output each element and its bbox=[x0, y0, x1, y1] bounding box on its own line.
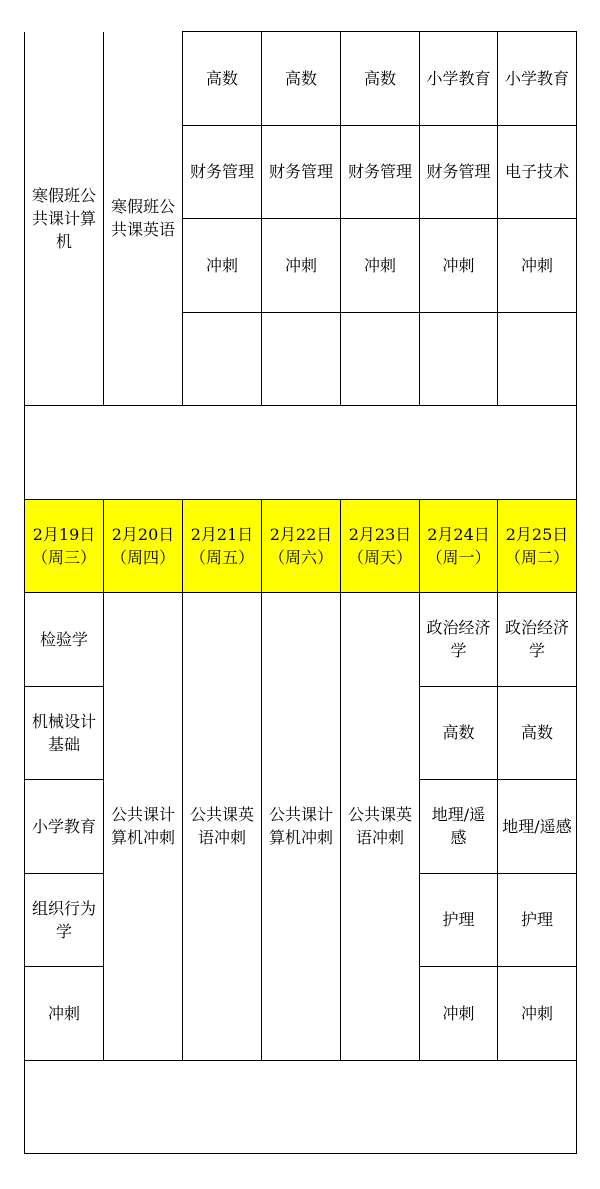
course-cell: 公共课计算机冲刺 bbox=[104, 593, 183, 1061]
course-cell: 小学教育 bbox=[25, 780, 104, 874]
course-cell: 小学教育 bbox=[498, 32, 577, 126]
course-cell: 组织行为学 bbox=[25, 873, 104, 967]
course-cell: 地理/遥感 bbox=[498, 780, 577, 874]
course-cell: 公共课计算机冲刺 bbox=[262, 593, 341, 1061]
course-cell: 冲刺 bbox=[498, 967, 577, 1061]
course-cell: 护理 bbox=[498, 873, 577, 967]
course-cell bbox=[420, 312, 498, 406]
date-cell: 2月21日（周五） bbox=[183, 499, 262, 593]
course-cell: 冲刺 bbox=[420, 967, 498, 1061]
course-cell: 高数 bbox=[498, 686, 577, 780]
course-cell: 机械设计基础 bbox=[25, 686, 104, 780]
course-cell: 护理 bbox=[420, 873, 498, 967]
date-cell: 2月24日（周一） bbox=[420, 499, 498, 593]
course-cell: 电子技术 bbox=[498, 125, 577, 219]
course-cell: 寒假班公共课英语 bbox=[104, 32, 183, 406]
date-cell: 2月20日（周四） bbox=[104, 499, 183, 593]
blank-cell bbox=[25, 1060, 577, 1154]
course-cell: 财务管理 bbox=[183, 125, 262, 219]
course-cell: 冲刺 bbox=[420, 219, 498, 313]
date-cell: 2月22日（周六） bbox=[262, 499, 341, 593]
schedule-table bbox=[24, 31, 577, 1154]
course-cell bbox=[498, 312, 577, 406]
course-cell: 冲刺 bbox=[25, 967, 104, 1061]
course-cell: 检验学 bbox=[25, 593, 104, 687]
date-cell: 2月19日（周三） bbox=[25, 499, 104, 593]
blank-row bbox=[25, 1060, 577, 1154]
course-cell: 政治经济学 bbox=[420, 593, 498, 687]
course-cell: 高数 bbox=[341, 32, 420, 126]
course-cell: 地理/遥感 bbox=[420, 780, 498, 874]
course-cell: 公共课英语冲刺 bbox=[341, 593, 420, 1061]
date-row bbox=[25, 499, 577, 593]
course-cell: 寒假班公共课计算机 bbox=[25, 32, 104, 406]
course-cell: 高数 bbox=[420, 686, 498, 780]
course-cell: 冲刺 bbox=[341, 219, 420, 313]
blank-row bbox=[25, 406, 577, 500]
course-cell: 冲刺 bbox=[262, 219, 341, 313]
table-row bbox=[25, 593, 577, 687]
course-cell: 公共课英语冲刺 bbox=[183, 593, 262, 1061]
course-cell: 冲刺 bbox=[498, 219, 577, 313]
course-cell: 高数 bbox=[183, 32, 262, 126]
date-cell: 2月25日（周二） bbox=[498, 499, 577, 593]
course-cell: 财务管理 bbox=[341, 125, 420, 219]
course-cell: 财务管理 bbox=[420, 125, 498, 219]
course-cell: 小学教育 bbox=[420, 32, 498, 126]
course-cell bbox=[341, 312, 420, 406]
course-cell: 政治经济学 bbox=[498, 593, 577, 687]
course-cell: 高数 bbox=[262, 32, 341, 126]
course-cell bbox=[262, 312, 341, 406]
table-row bbox=[25, 32, 577, 126]
date-cell: 2月23日（周天） bbox=[341, 499, 420, 593]
course-cell: 冲刺 bbox=[183, 219, 262, 313]
course-cell: 财务管理 bbox=[262, 125, 341, 219]
blank-cell bbox=[25, 406, 577, 500]
course-cell bbox=[183, 312, 262, 406]
